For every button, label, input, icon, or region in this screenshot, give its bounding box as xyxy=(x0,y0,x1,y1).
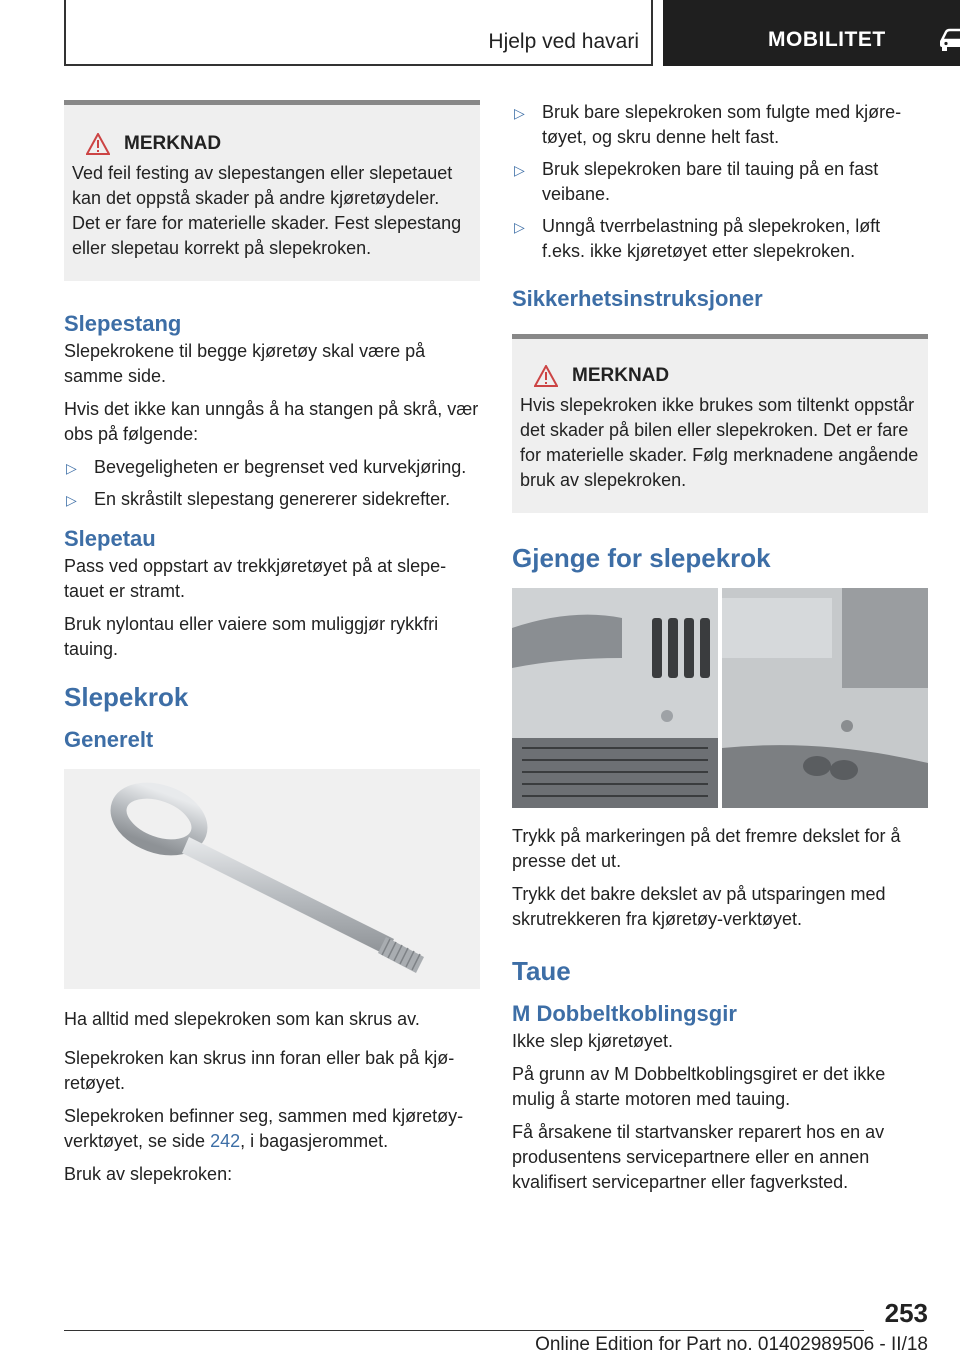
list-item xyxy=(64,455,480,480)
paragraph-page-reference xyxy=(64,1104,480,1154)
text: Slepekroken befinner seg, sammen med kjøretøy-verktøyet, se side xyxy=(64,1106,464,1151)
car-icon xyxy=(938,28,960,52)
paragraph: Pass ved oppstart av trekkjøretøyet på at slepetauet er stramt. xyxy=(64,556,447,601)
notice-heading xyxy=(534,365,920,387)
triangle-bullet-icon: ▷ xyxy=(66,460,77,476)
list-item-text: En skråstilt slepestang genererer sidekrefter. xyxy=(94,489,451,509)
chapter-heading-gjenge: Gjenge for slepekrok xyxy=(512,543,771,573)
footer-divider xyxy=(64,1330,864,1331)
header-chapter-box xyxy=(663,0,960,66)
header-chapter-title: MOBILITET xyxy=(768,28,886,51)
notice-text: Ved feil festing av slepestangen eller slepetauet kan det oppstå skader på andre kjøretøydeler. Det er fare for materielle skader. Fest slepestang eller slepetau korrekt på slepekroken. xyxy=(72,163,462,258)
section-heading-generelt: Generelt xyxy=(64,727,154,752)
list-item-text: Bevegeligheten er begrenset ved kurvekjøring. xyxy=(94,457,467,477)
section-heading-sikkerhet: Sikkerhetsinstruksjoner xyxy=(512,286,763,311)
paragraph: Trykk på markeringen på det fremre dekslet for å presse det ut. xyxy=(512,826,901,871)
notice-text: Hvis slepekroken ikke brukes som tiltenkt oppstår det skader på bilen eller slepekroken. Det er fare for materielle skader. Følg merknadene angående bruk av slepekroken. xyxy=(520,395,919,490)
list-item xyxy=(512,214,928,264)
warning-icon xyxy=(86,133,110,155)
paragraph: På grunn av M Dobbeltkoblingsgiret er det ikke mulig å starte motoren med tauing. xyxy=(512,1064,886,1109)
page-number: 253 xyxy=(884,1298,928,1328)
page-header xyxy=(64,0,960,66)
chapter-heading-slepekrok: Slepekrok xyxy=(64,682,189,712)
paragraph: Bruk av slepekroken: xyxy=(64,1164,233,1184)
list-item xyxy=(64,487,480,512)
paragraph: Slepekroken kan skrus inn foran eller bak på kjøretøyet. xyxy=(64,1048,455,1093)
triangle-bullet-icon: ▷ xyxy=(514,105,525,121)
triangle-bullet-icon: ▷ xyxy=(66,492,77,508)
triangle-bullet-icon: ▷ xyxy=(514,219,525,235)
paragraph: Hvis det ikke kan unngås å ha stangen på skrå, vær obs på følgende: xyxy=(64,399,479,444)
chapter-heading-taue: Taue xyxy=(512,956,571,986)
paragraph: Ha alltid med slepekroken som kan skrus av. xyxy=(64,1009,420,1029)
warning-icon xyxy=(534,365,558,387)
front-bumper-image xyxy=(512,588,718,808)
right-column xyxy=(512,100,928,1203)
notice-box xyxy=(64,100,480,281)
paragraph: Ikke slep kjøretøyet. xyxy=(512,1031,674,1051)
list-item xyxy=(512,100,928,150)
list-item-text: Unngå tverrbelastning på slepekroken, løft f.eks. ikke kjøretøyet etter slepekroken. xyxy=(542,216,881,261)
left-column xyxy=(64,100,480,1195)
towing-hook-illustration xyxy=(64,769,480,989)
list-item-text: Bruk bare slepekroken som fulgte med kjøretøyet, og skru denne helt fast. xyxy=(542,102,902,147)
page-link[interactable]: 242 xyxy=(210,1131,241,1151)
bullet-list xyxy=(64,455,480,512)
text: , i bagasjerommet. xyxy=(240,1131,389,1151)
section-heading-slepestang: Slepestang xyxy=(64,311,182,336)
triangle-bullet-icon: ▷ xyxy=(514,162,525,178)
footer-edition-text: Online Edition for Part no. 01402989506 - II/18 xyxy=(535,1334,928,1355)
header-section-title: Hjelp ved havari xyxy=(488,30,639,53)
bullet-list xyxy=(512,100,928,264)
rear-bumper-illustration xyxy=(722,588,928,808)
front-bumper-illustration xyxy=(512,588,718,808)
section-heading-m-dobbeltkoblingsgir: M Dobbeltkoblingsgir xyxy=(512,1001,737,1026)
towing-hook-image xyxy=(64,769,480,989)
paragraph: Trykk det bakre dekslet av på utsparingen med skrutrekkeren fra kjøretøy-verktøyet. xyxy=(512,884,886,929)
header-section-box xyxy=(64,0,653,66)
notice-box xyxy=(512,334,928,513)
bumper-cover-images xyxy=(512,588,928,808)
paragraph: Slepekrokene til begge kjøretøy skal være på samme side. xyxy=(64,341,426,386)
list-item-text: Bruk slepekroken bare til tauing på en fast veibane. xyxy=(542,159,879,204)
list-item xyxy=(512,157,928,207)
paragraph: Bruk nylontau eller vaiere som muliggjør rykkfri tauing. xyxy=(64,614,439,659)
rear-bumper-image xyxy=(722,588,928,808)
notice-title: MERKNAD xyxy=(572,365,670,386)
section-heading-slepetau: Slepetau xyxy=(64,526,156,551)
notice-heading xyxy=(86,133,472,155)
notice-title: MERKNAD xyxy=(124,133,222,154)
paragraph: Få årsakene til startvansker reparert hos en av produsentens servicepartnere eller en annen kvalifisert servicepartner eller fagverksted. xyxy=(512,1122,885,1192)
